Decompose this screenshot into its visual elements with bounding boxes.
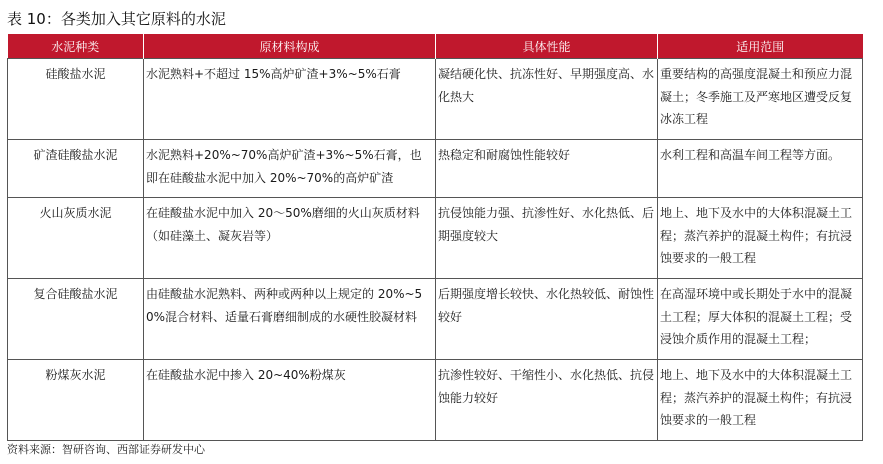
table-row [8,198,863,279]
cell-cement-type: 硅酸盐水泥 [8,59,144,140]
header-application: 适用范围 [658,34,863,59]
cell-application: 在高湿环境中或长期处于水中的混凝土工程；厚大体积的混凝土工程；受浸蚀介质作用的混凝土工程； [658,279,863,360]
cell-cement-type: 火山灰质水泥 [8,198,144,279]
header-cement-type: 水泥种类 [8,34,144,59]
cell-performance: 后期强度增长较快、水化热较低、耐蚀性较好 [436,279,658,360]
cell-application: 地上、地下及水中的大体积混凝土工程；蒸汽养护的混凝土构件；有抗浸蚀要求的一般工程 [658,198,863,279]
cell-raw-materials: 水泥熟料+20%~70%高炉矿渣+3%~5%石膏，也即在硅酸盐水泥中加入 20%~70%的高炉矿渣 [144,140,436,198]
table-row [8,360,863,441]
table-header-row [8,34,863,59]
header-raw-materials: 原材料构成 [144,34,436,59]
table-title: 表 10：各类加入其它原料的水泥 [7,10,226,28]
cell-performance: 热稳定和耐腐蚀性能较好 [436,140,658,198]
cell-performance: 抗侵蚀能力强、抗渗性好、水化热低、后期强度较大 [436,198,658,279]
cell-application: 地上、地下及水中的大体积混凝土工程；蒸汽养护的混凝土构件；有抗浸蚀要求的一般工程 [658,360,863,441]
header-performance: 具体性能 [436,34,658,59]
table-row [8,59,863,140]
cell-cement-type: 复合硅酸盐水泥 [8,279,144,360]
cell-raw-materials: 在硅酸盐水泥中掺入 20~40%粉煤灰 [144,360,436,441]
cell-raw-materials: 由硅酸盐水泥熟料、两种或两种以上规定的 20%~50%混合材料、适量石膏磨细制成的水硬性胶凝材料 [144,279,436,360]
table-row [8,140,863,198]
cell-raw-materials: 水泥熟料+不超过 15%高炉矿渣+3%~5%石膏 [144,59,436,140]
cell-cement-type: 粉煤灰水泥 [8,360,144,441]
cell-application: 重要结构的高强度混凝土和预应力混凝土；冬季施工及严寒地区遭受反复冰冻工程 [658,59,863,140]
cell-cement-type: 矿渣硅酸盐水泥 [8,140,144,198]
table-row [8,279,863,360]
cement-table [7,34,863,441]
cell-application: 水利工程和高温车间工程等方面。 [658,140,863,198]
cement-table-container [7,34,862,441]
source-note: 资料来源：智研咨询、西部证券研发中心 [7,443,205,456]
cell-performance: 抗渗性较好、干缩性小、水化热低、抗侵蚀能力较好 [436,360,658,441]
cell-raw-materials: 在硅酸盐水泥中加入 20～50%磨细的火山灰质材料（如硅藻土、凝灰岩等） [144,198,436,279]
cell-performance: 凝结硬化快、抗冻性好、早期强度高、水化热大 [436,59,658,140]
